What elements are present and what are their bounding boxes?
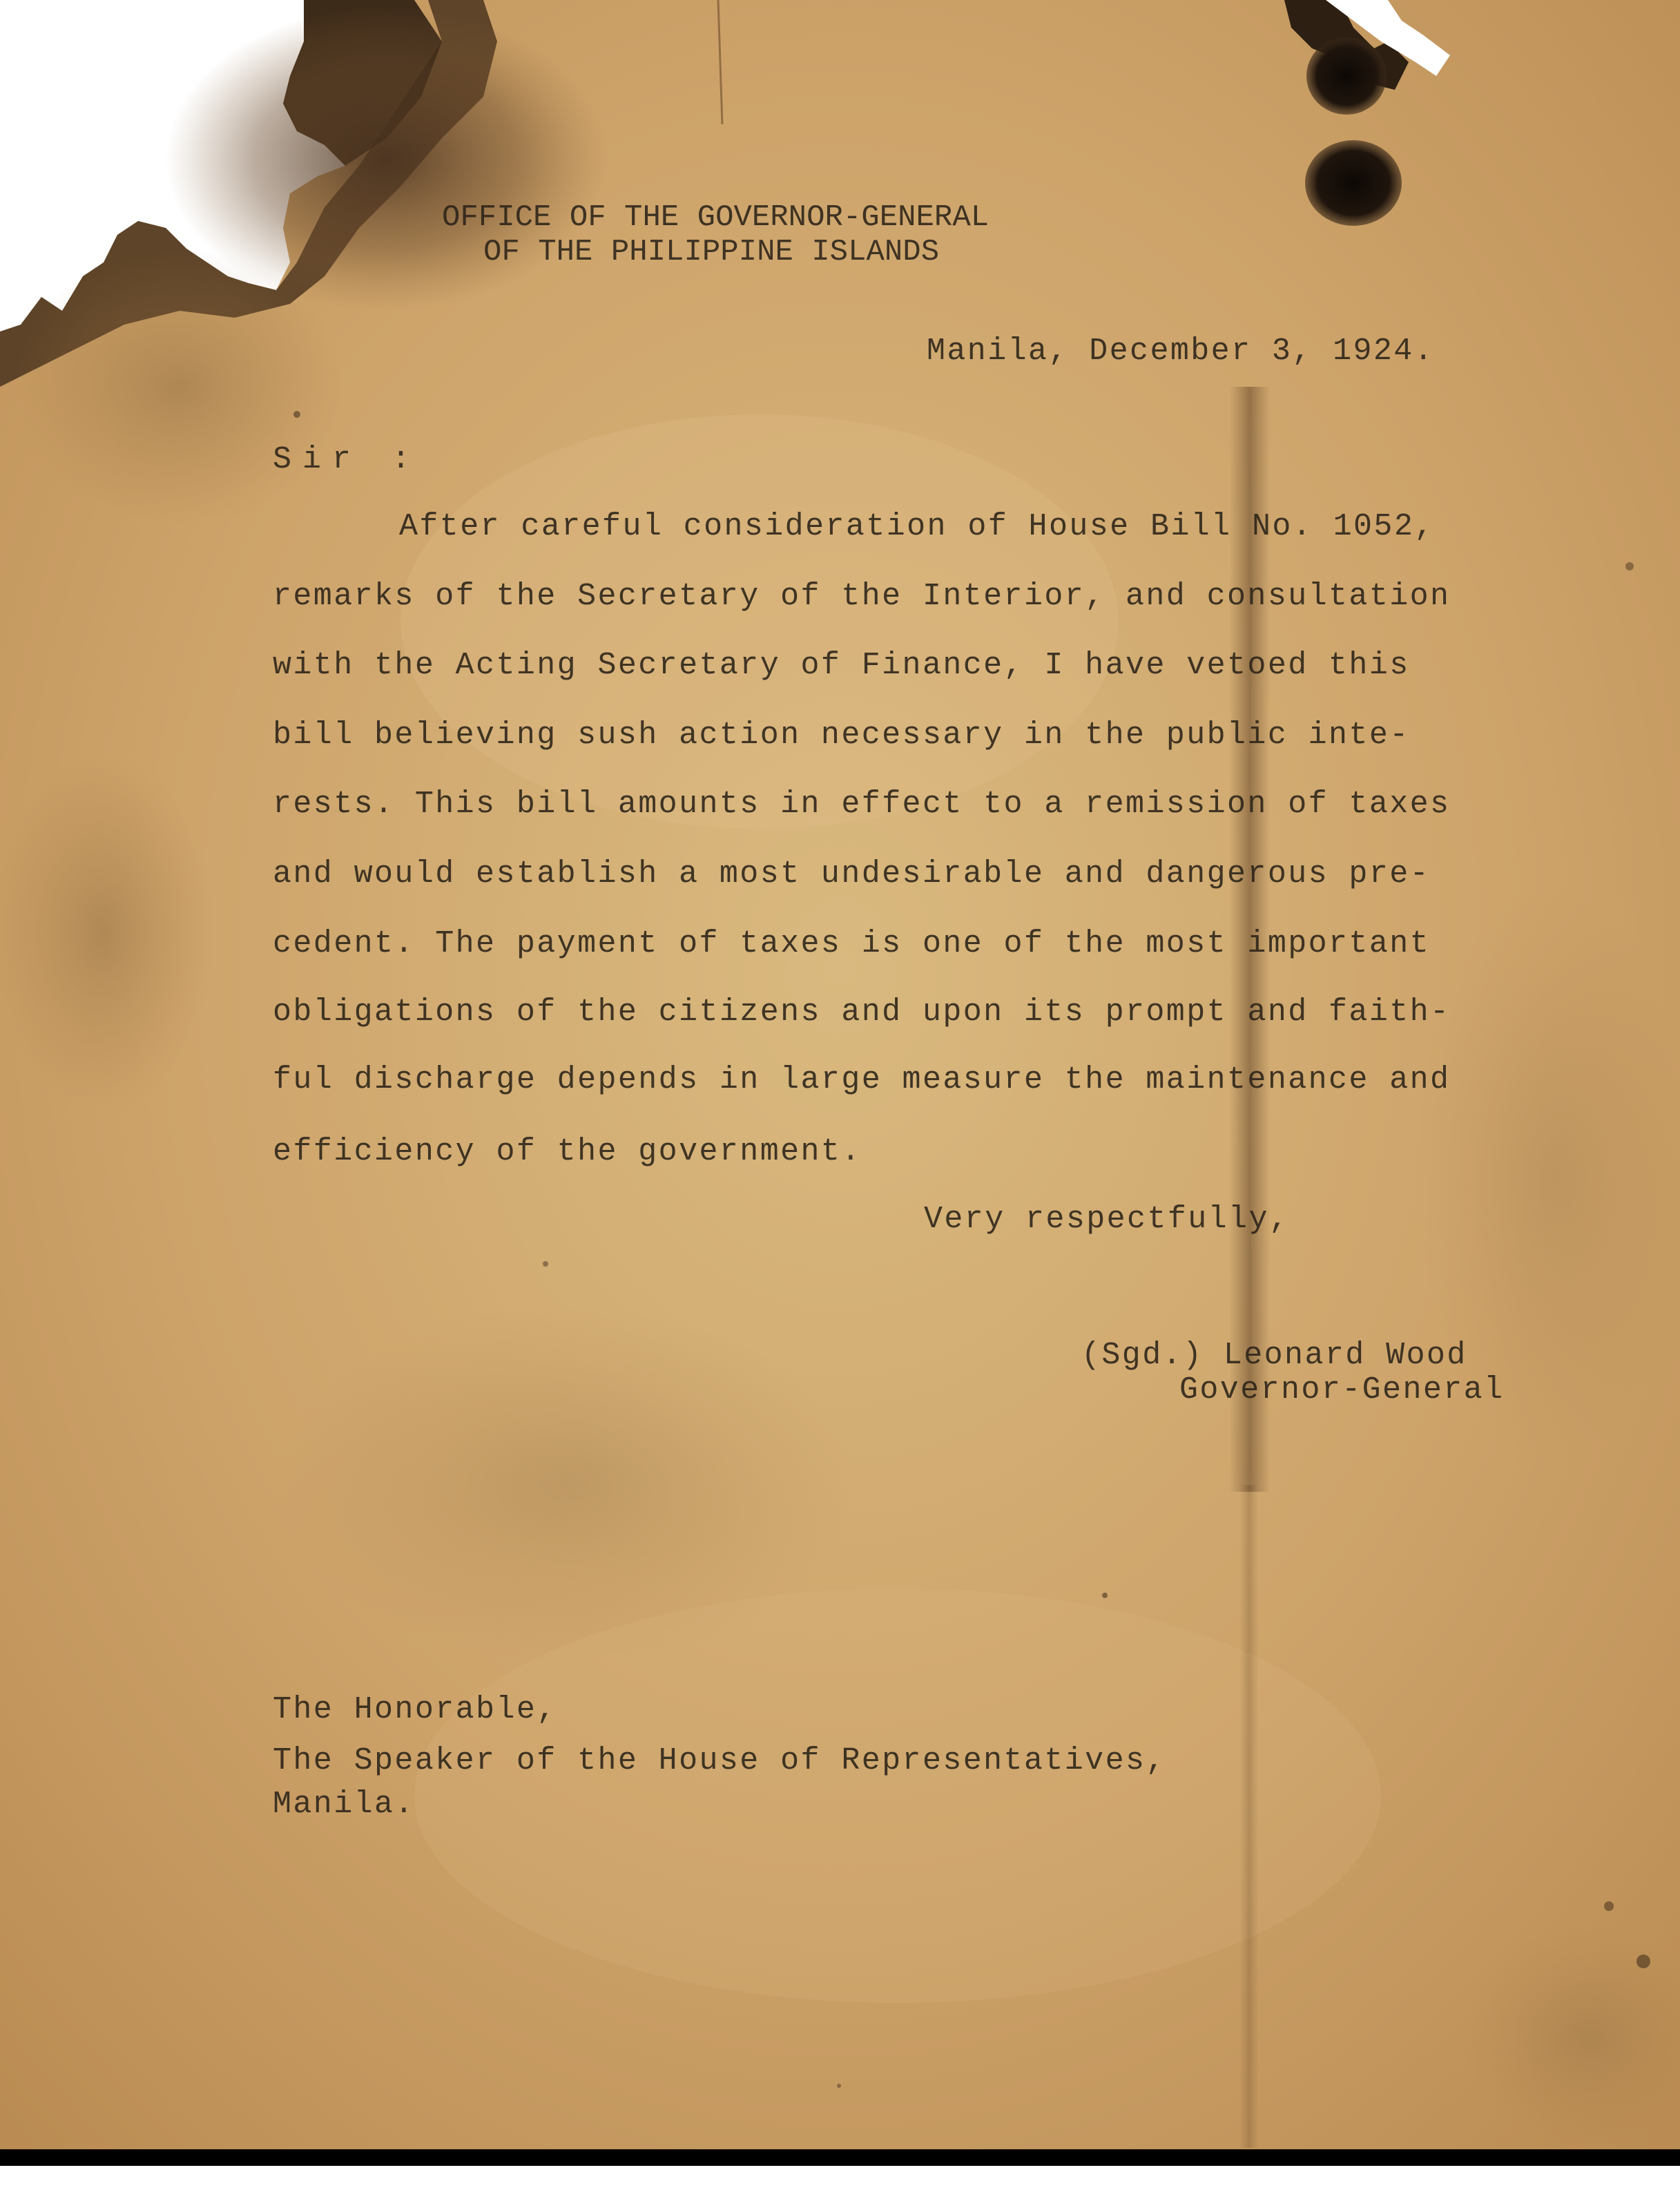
footer-file-id: NLPMQMN5007B192F020030.tif xyxy=(175,2169,313,2178)
ink-blot-lower xyxy=(1305,140,1402,226)
signature-name: (Sgd.) Leonard Wood xyxy=(1081,1338,1467,1373)
footer-library: National Library of the Philippines xyxy=(13,2169,161,2178)
body-line-7: cedent. The payment of taxes is one of the most important xyxy=(273,926,1431,961)
letterhead-line-2: OF THE PHILIPPINE ISLANDS xyxy=(483,235,940,269)
body-line-1: After careful consideration of House Bill No. 1052, xyxy=(399,509,1435,544)
body-line-5: rests. This bill amounts in effect to a remission of taxes xyxy=(273,787,1451,822)
salutation: Sir : xyxy=(273,442,422,477)
addressee-line-3: Manila. xyxy=(273,1787,415,1822)
body-line-2: remarks of the Secretary of the Interior, and consultation xyxy=(273,579,1451,614)
body-line-8: obligations of the citizens and upon its prompt and faith- xyxy=(273,995,1451,1030)
dateline: Manila, December 3, 1924. xyxy=(927,334,1435,369)
closing: Very respectfully, xyxy=(924,1202,1290,1237)
signature-title: Governor-General xyxy=(1179,1372,1505,1408)
body-line-6: and would establish a most undesirable and dangerous pre- xyxy=(273,856,1431,892)
addressee-line-2: The Speaker of the House of Representatives, xyxy=(273,1743,1166,1778)
addressee-line-1: The Honorable, xyxy=(273,1692,557,1727)
footer-caption xyxy=(0,2149,691,2178)
body-line-3: with the Acting Secretary of Finance, I have vetoed this xyxy=(273,648,1410,683)
body-line-10: efficiency of the government. xyxy=(273,1134,862,1169)
ink-blot-upper xyxy=(1306,37,1387,115)
body-line-9: ful discharge depends in large measure the maintenance and xyxy=(273,1062,1451,1097)
body-line-4: bill believing sush action necessary in the public inte- xyxy=(273,718,1410,753)
letterhead-line-1: OFFICE OF THE GOVERNOR-GENERAL xyxy=(442,200,989,235)
